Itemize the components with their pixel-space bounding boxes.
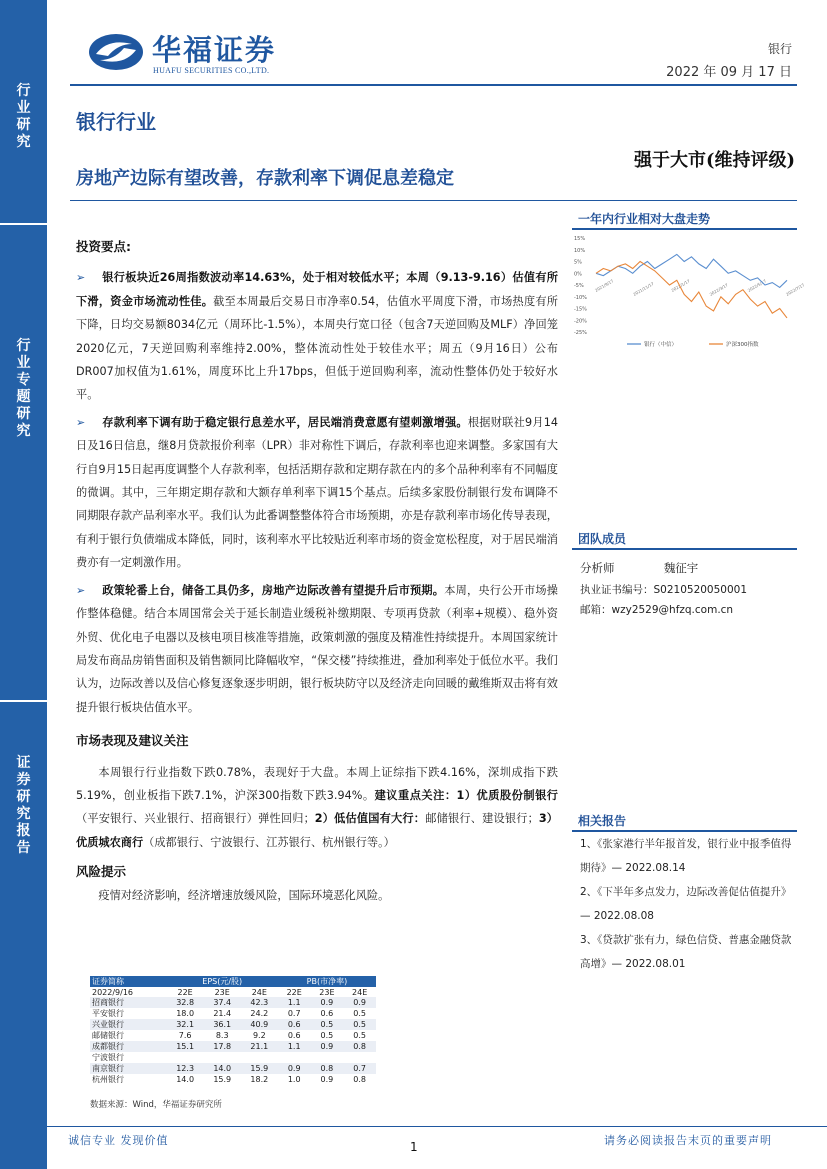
table-cell: 15.9	[213, 1075, 232, 1085]
table-subheader-cell: 23E	[214, 987, 230, 997]
title-divider	[70, 200, 797, 201]
table-cell: 42.3	[241, 997, 278, 1008]
analyst-label: 分析师	[580, 561, 615, 575]
table-header-row	[90, 976, 376, 987]
table-cell: 0.9	[311, 997, 344, 1008]
table-cell: 15.1	[167, 1041, 204, 1052]
table-cell: 0.5	[353, 1031, 366, 1041]
table-cell: 0.9	[311, 1041, 344, 1052]
table-cell: 32.1	[167, 1019, 204, 1030]
chart-legend-label: 银行（中信）	[644, 342, 678, 348]
table-cell: 0.6	[287, 1031, 301, 1041]
table-cell: 0.5	[343, 1019, 376, 1030]
table-cell: 0.6	[278, 1019, 311, 1030]
table-row	[90, 997, 376, 1008]
table-cell: 招商银行	[90, 997, 167, 1008]
market-focus-3: 3）优质城农商行	[76, 812, 558, 849]
market-focus-1: 建议重点关注：1）优质股份制银行	[374, 788, 558, 802]
table-subheader-cell: 22E	[286, 987, 302, 997]
rating-label: 强于大市(维持评级)	[633, 150, 795, 171]
table-row	[90, 1008, 376, 1019]
table-cell	[167, 1052, 204, 1063]
chart-y-tick-label: -20%	[574, 318, 587, 325]
market-heading: 市场表现及建议关注	[76, 733, 189, 749]
market-text: 本周银行行业指数下跌0.78%，表现好于大盘。本周上证综指下跌4.16%，深圳成指下跌5.19%，创业板指下跌7.1%，沪深300指数下跌3.94%。	[76, 765, 558, 802]
main-content	[76, 235, 558, 907]
table-header-cell: 证券简称	[90, 976, 167, 987]
table-cell	[343, 1052, 376, 1063]
brand-name-cn: 华福证券	[152, 33, 277, 67]
key-point-3-body: 本周，央行公开市场操作整体稳健。结合本周国常会关于延长制造业缓税补缴期限、专项再贷款（利率+规模）、稳外资外贸、优化电子电器以及核电项目核准等措施，政策刺激的强度及精准性持续提升。本周国家统计局发布商品房销售面积及销售额同比降幅收窄，“保交楼”持续推进，叠加利率处于低位水平。我们认为，边际改善以及信心修复逐象逐步明朗，银行板块防守以及经济走向回暖的戴维斯双击将有效提升银行板块估值水平。	[76, 583, 558, 714]
table-cell: 平安银行	[92, 1009, 124, 1019]
footer-disclaimer: 请务必阅读报告末页的重要声明	[604, 1134, 772, 1147]
chart-series-line	[596, 262, 787, 318]
key-point-2-lead: 存款利率下调有助于稳定银行息差水平，居民端消费意愿有望刺激增强。	[102, 415, 468, 429]
risk-heading: 风险提示	[76, 864, 127, 880]
valuation-table	[90, 976, 376, 1085]
table-cell: 8.3	[215, 1031, 229, 1041]
table-cell: 21.1	[241, 1041, 278, 1052]
table-cell	[278, 1052, 311, 1063]
table-cell: 1.1	[278, 1041, 311, 1052]
table-cell: 36.1	[204, 1019, 241, 1030]
table-subheader-cell: 22E	[177, 987, 193, 997]
table-cell: 0.9	[278, 1063, 311, 1074]
analyst-email[interactable]: 邮箱：wzy2529@hfzq.com.cn	[580, 604, 734, 616]
table-subheader-cell: 2022/9/16	[92, 987, 134, 997]
table-cell	[204, 1052, 241, 1063]
chart-x-tick-label: 2021/9/17	[594, 278, 615, 293]
table-cell: 0.5	[311, 1019, 344, 1030]
market-paragraph	[76, 761, 558, 855]
analyst-row	[580, 560, 698, 576]
table-header-cell: EPS(元/股)	[167, 976, 278, 987]
table-cell: 宁波银行	[92, 1053, 124, 1063]
key-point-1-lead: 银行板块近26周指数波动率14.63%，处于相对较低水平；本周（9.13-9.16）估值有所下滑，资金市场流动性佳。	[76, 271, 558, 308]
table-header-cell: PB(市净率)	[278, 976, 376, 987]
header-divider	[70, 84, 797, 86]
chart-y-tick-label: 0%	[574, 271, 582, 278]
table-cell: 15.9	[241, 1063, 278, 1074]
table-cell: 兴业银行	[90, 1019, 167, 1030]
table-cell: 12.3	[167, 1063, 204, 1074]
table-cell	[241, 1052, 278, 1063]
table-cell: 14.0	[176, 1075, 195, 1085]
sidebar-divider	[0, 700, 47, 702]
key-point-2-body: 根据财联社9月14日及16日信息，继8月贷款报价利率（LPR）非对称性下调后，存款利率也迎来调整。多家国有大行自9月15日起再度调整个人存款利率，包括活期存款和定期存款在内的多个品种利率有不同幅度的微调。其中，三年期定期存款和大额存单利率下调15个基点。后续多家股份制银行发布调降不同期限存款产品利率水平。我们认为此番调整整体符合市场预期，亦是存款利率市场化传导表现，有利于银行负债端成本降低，同时，该利率水平比较贴近利率市场的资金宽松程度，对于居民端消费亦有一定刺激作用。	[76, 415, 558, 570]
footer-divider	[47, 1126, 827, 1127]
sidebar-tag-research-text: 行 业 研 究	[16, 83, 31, 150]
sidebar-tag-topic	[0, 338, 47, 440]
chart-y-tick-label: 10%	[574, 247, 586, 254]
chart-y-tick-label: -10%	[574, 294, 587, 301]
page-number: 1	[410, 1140, 418, 1154]
table-cell: 0.6	[320, 1009, 334, 1019]
related-report-item[interactable]: 2、《下半年多点发力，边际改善促估值提升》— 2022.08.08	[580, 886, 792, 922]
table-cell: 杭州银行	[92, 1075, 124, 1085]
table-row	[90, 1041, 376, 1052]
chart-y-tick-label: 15%	[574, 236, 586, 242]
key-point-3-lead: 政策轮番上台，储备工具仍多，房地产边际改善有望提升后市预期。	[102, 583, 445, 597]
table-cell: 7.6	[178, 1031, 192, 1041]
related-report-item[interactable]: 3、《贷款扩张有力，绿色信贷、普惠金融贷款高增》— 2022.08.01	[580, 934, 792, 970]
table-row	[90, 1019, 376, 1030]
chart-y-tick-label: 5%	[574, 259, 582, 266]
table-cell: 0.8	[353, 1075, 366, 1085]
table-subheader-cell: 23E	[319, 987, 335, 997]
brand-name-en: HUAFU SECURITIES CO.,LTD.	[153, 66, 270, 75]
left-sidebar	[0, 0, 47, 1169]
table-cell: 9.2	[252, 1031, 266, 1041]
table-cell: 1.0	[287, 1075, 301, 1085]
table-cell: 17.8	[204, 1041, 241, 1052]
key-point-2	[76, 411, 558, 575]
sidebar-divider	[0, 223, 47, 225]
related-reports-list	[580, 832, 798, 976]
sidebar-tag-topic-text: 行 业 专 题 研 究	[16, 338, 31, 439]
chart-y-tick-label: -5%	[574, 283, 584, 289]
table-cell	[311, 1052, 344, 1063]
table-row	[90, 1074, 376, 1085]
chart-x-tick-label: 2022/1/17	[670, 278, 691, 293]
market-text-2: （平安银行、兴业银行、招商银行）弹性回归；	[76, 812, 315, 826]
table-cell: 18.0	[176, 1009, 195, 1019]
table-cell: 21.4	[213, 1009, 232, 1019]
header-sector: 银行	[767, 42, 792, 56]
table-cell: 0.5	[320, 1031, 334, 1041]
chart-x-tick-label: 2022/3/17	[708, 282, 729, 297]
table-cell: 0.7	[343, 1063, 376, 1074]
related-report-item[interactable]: 1、《张家港行半年报首发，银行业中报季值得期待》— 2022.08.14	[580, 838, 792, 874]
arrow-bullet-icon: ➢	[76, 583, 86, 597]
sidebar-tag-report	[0, 755, 47, 857]
chart-y-tick-label: -15%	[574, 306, 587, 313]
report-headline: 房地产边际有望改善，存款利率下调促息差稳定	[76, 168, 454, 189]
industry-title: 银行行业	[76, 110, 156, 134]
chart-title-underline	[572, 228, 797, 230]
footer-slogan: 诚信专业 发现价值	[68, 1134, 169, 1147]
table-subheader-cell: 24E	[251, 987, 267, 997]
table-subheader-cell: 24E	[352, 987, 368, 997]
market-text-3: 邮储银行、建设银行；	[425, 812, 539, 826]
chart-x-tick-label: 2021/11/17	[632, 281, 655, 297]
key-point-1	[76, 266, 558, 406]
table-cell: 1.1	[278, 997, 311, 1008]
table-row	[90, 1030, 376, 1041]
table-cell: 32.8	[167, 997, 204, 1008]
table-cell: 邮储银行	[92, 1031, 124, 1041]
table-cell: 0.5	[353, 1009, 366, 1019]
key-point-1-body: 截至本周最后交易日市净率0.54，估值水平周度下滑，市场热度有所下降，日均交易额8034亿元（周环比-1.5%），本周央行宽口径（包含7天逆回购及MLF）净回笼2020亿元，7天逆回购利率维持2.00%，整体流动性处于较佳水平；周五（9月16日）公布DR007加权值为1.61%，周度环比上升17bps，但低于逆回购利率，流动性整体仍处于较好水平。	[76, 294, 558, 402]
table-cell: 成都银行	[90, 1041, 167, 1052]
table-cell: 18.2	[250, 1075, 269, 1085]
sidebar-tag-report-text: 证 券 研 究 报 告	[16, 755, 31, 856]
chart-x-tick-label: 2022/7/17	[785, 282, 806, 297]
arrow-bullet-icon: ➢	[76, 271, 86, 285]
table-cell: 0.8	[343, 1041, 376, 1052]
arrow-bullet-icon: ➢	[76, 415, 86, 429]
chart-x-tick-label: 2022/5/17	[746, 278, 768, 293]
table-cell: 0.9	[343, 997, 376, 1008]
header-date: 2022 年 09 月 17 日	[666, 65, 792, 80]
reports-title: 相关报告	[578, 814, 627, 828]
chart-title: 一年内行业相对大盘走势	[578, 212, 711, 226]
team-title: 团队成员	[578, 532, 627, 546]
risk-text: 疫情对经济影响，经济增速放缓风险，国际环境恶化风险。	[98, 888, 390, 902]
table-cell: 14.0	[204, 1063, 241, 1074]
relative-performance-chart	[572, 232, 806, 357]
table-subheader-row	[90, 987, 376, 997]
key-points-heading: 投资要点:	[76, 239, 131, 254]
analyst-license: 执业证书编号：S0210520050001	[580, 584, 748, 596]
table-cell: 0.8	[311, 1063, 344, 1074]
table-cell: 0.9	[320, 1075, 334, 1085]
market-text-4: （成都银行、宁波银行、江苏银行、杭州银行等。）	[143, 835, 395, 849]
market-focus-2: 2）低估值国有大行：	[314, 812, 426, 826]
sidebar-tag-research	[0, 83, 47, 151]
analyst-name: 魏征宇	[663, 561, 699, 575]
table-cell: 37.4	[204, 997, 241, 1008]
chart-y-tick-label: -25%	[574, 330, 587, 336]
table-cell: 南京银行	[90, 1063, 167, 1074]
table-cell: 40.9	[241, 1019, 278, 1030]
chart-legend-label: 沪深300指数	[726, 342, 759, 348]
table-source: 数据来源：Wind，华福证券研究所	[90, 1100, 222, 1110]
team-title-underline	[572, 548, 797, 550]
huafu-logo-icon	[88, 32, 144, 72]
table-row	[90, 1063, 376, 1074]
table-cell: 24.2	[250, 1009, 269, 1019]
table-row	[90, 1052, 376, 1063]
key-point-3	[76, 579, 558, 719]
table-cell: 0.7	[287, 1009, 301, 1019]
